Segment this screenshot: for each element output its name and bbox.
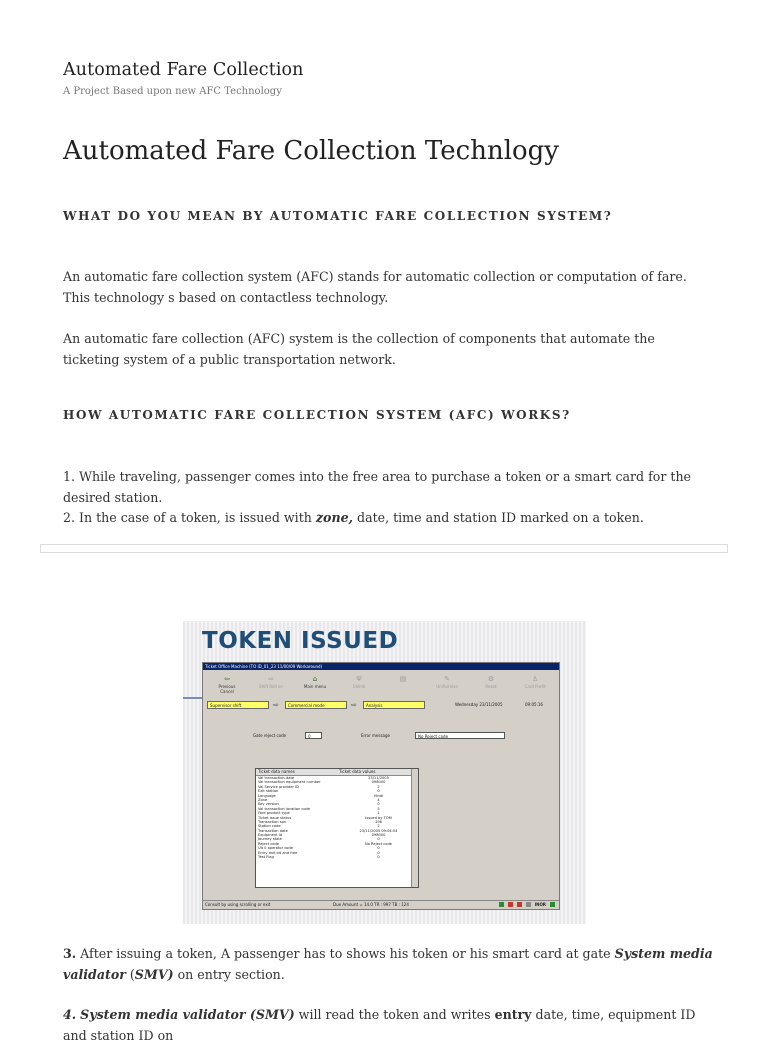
table-scrollbar[interactable]: [411, 769, 418, 887]
table-cell-value: 0: [377, 789, 380, 794]
status-fields: [207, 701, 555, 711]
table-cell-value: Issued by TOM: [365, 815, 392, 820]
table-cell-value: 2: [377, 824, 380, 829]
arrow-right-icon: ⇨: [351, 701, 357, 709]
table-cell-value: 4: [377, 797, 380, 802]
step-1-text: 1. While traveling, passenger comes into the free area to purchase a token or a smart card for the desired station.: [63, 469, 692, 505]
step-3-text: [63, 944, 713, 985]
table-cell-value: 23/11/2005: [368, 776, 389, 780]
table-row[interactable]: [256, 855, 418, 859]
table-cell-name: Transaction spn: [258, 819, 287, 824]
step-4-number: 4.: [63, 1007, 77, 1022]
step-4-after: date, time, equipment ID and station ID on: [63, 1007, 696, 1043]
toolbar-button-label: Previous Cancel: [218, 684, 236, 694]
window-title-bar: Ticket Office Machine (TO ID_01_23 11/00/09 Workaround): [203, 663, 559, 670]
table-cell-value: 0: [377, 850, 380, 855]
step-4-smv-emphasis: System media validator (SMV): [80, 1007, 295, 1022]
antenna-icon: Ψ: [356, 675, 362, 683]
step-3-smv-emphasis: System media validator: [63, 946, 713, 982]
arrow-left-icon: ⇦: [224, 675, 230, 683]
time-text: 09:05:16: [525, 702, 543, 707]
table-cell-name: Fare product type: [258, 811, 290, 816]
error-message-value: No Reject code: [415, 732, 505, 739]
red-status-icon: [508, 902, 513, 907]
step-3-after: on entry section.: [173, 966, 285, 982]
page-title: Automated Fare Collection Technlogy: [63, 136, 559, 166]
token-issued-screenshot: [183, 621, 586, 924]
window-status-bar: [203, 900, 559, 909]
table-cell-value: 098000: [371, 833, 386, 838]
table-cell-name: Key version: [258, 802, 279, 807]
screenshot-left-marker: [183, 697, 203, 699]
table-cell-value: 1: [377, 811, 380, 816]
table-cell-value: No Reject code: [365, 841, 392, 846]
table-header: [256, 769, 418, 776]
status-amount-text: Due Amount = 14.0 TR : 997 TB : 124: [333, 902, 409, 907]
mode-field: Commercial mode: [285, 701, 347, 709]
red-status-icon: [517, 902, 522, 907]
table-cell-name: Val transaction location code: [258, 806, 311, 811]
step-2-before: 2. In the case of a token, is issued with: [63, 510, 316, 525]
step-2-after: date, time and station ID marked on a token.: [353, 510, 644, 525]
green-status-icon: [499, 902, 504, 907]
table-cell-name: Transaction date: [258, 828, 288, 833]
status-left-text: Consult by using scrolling or exit: [205, 902, 271, 907]
toolbar-button-3[interactable]: [344, 675, 374, 697]
analysis-field: Analysis: [363, 701, 425, 709]
step-2-zone-emphasis: zone,: [315, 510, 353, 525]
step-3-mid: (: [125, 966, 135, 982]
step-3-number: 3.: [63, 946, 77, 961]
section-heading-what-is-afc: WHAT DO YOU MEAN BY AUTOMATIC FARE COLLECTION SYSTEM?: [63, 209, 613, 223]
toolbar-button-5[interactable]: [432, 675, 462, 697]
table-cell-value: 196: [375, 819, 382, 824]
table-header-names: Ticket data names: [258, 769, 295, 774]
error-message-label: Error message: [361, 733, 390, 738]
home-icon: ⌂: [312, 675, 318, 683]
ticket-data-table: [255, 768, 419, 888]
gate-reject-value: 0: [305, 732, 322, 739]
paragraph-afc-system: An automatic fare collection (AFC) system is the collection of components that automate the ticketing system of a public transportation network.: [63, 331, 655, 367]
screenshot-title: TOKEN ISSUED: [202, 628, 399, 654]
step-4-before: will read the token and writes: [294, 1007, 495, 1022]
table-cell-value: 5: [377, 806, 380, 811]
table-cell-name: Test Flag: [258, 855, 274, 860]
status-icons: [499, 902, 555, 907]
ticket-office-window: [202, 662, 560, 910]
table-body: [256, 776, 418, 859]
content-divider: [40, 544, 728, 553]
table-cell-name: Zone: [258, 797, 268, 802]
table-cell-value: 2: [377, 784, 380, 789]
toolbar-button-label: Uniformise: [436, 684, 458, 689]
table-cell-name: Ticket issue status: [258, 815, 292, 820]
table-cell-name: Reject code: [258, 841, 279, 846]
arrow-right-icon: ⇨: [268, 675, 274, 683]
toolbar-button-label: Unlink: [352, 684, 366, 689]
paragraph-afc-definition: An automatic fare collection system (AFC) stands for automatic collection or computation of fare. This technology s based on contactless technology.: [63, 269, 687, 305]
table-cell-name: Language: [258, 793, 276, 798]
table-cell-value: 23/11/2005 09:04:54: [359, 828, 398, 833]
table-cell-name: Ult 0 operator code: [258, 846, 293, 851]
toolbar-button-0[interactable]: [212, 675, 242, 697]
step-3-smv-abbr: SMV): [134, 966, 174, 982]
toolbar-button-label: Shift Roll on: [259, 684, 283, 689]
toolbar-button-label: Reset: [485, 684, 497, 689]
step-4-entry-emphasis: entry: [494, 1007, 532, 1022]
grid-status-icon: [526, 902, 531, 907]
table-cell-name: Val transaction equipment number: [258, 780, 321, 785]
table-cell-value: 098000: [371, 780, 386, 785]
step-4-text: [63, 1005, 713, 1046]
pen-icon: ✎: [444, 675, 450, 683]
section-heading-how-afc-works: HOW AUTOMATIC FARE COLLECTION SYSTEM (AFC) WORKS?: [63, 408, 571, 422]
toolbar-button-2[interactable]: [300, 675, 330, 697]
brand-label: INOR: [534, 902, 546, 907]
site-title[interactable]: Automated Fare Collection: [63, 60, 304, 80]
table-cell-name: Exit station: [258, 789, 279, 794]
step-2-text: [63, 508, 713, 529]
table-header-values: Ticket data values: [339, 769, 376, 774]
toolbar-button-4[interactable]: [388, 675, 418, 697]
arrow-right-icon: ⇨: [273, 701, 279, 709]
table-cell-name: Journey state: [258, 837, 282, 842]
table-cell-name: Equipment Id: [258, 833, 282, 838]
window-toolbar: [205, 675, 557, 697]
toolbar-button-7[interactable]: [520, 675, 550, 697]
person-icon: ♙: [531, 675, 539, 683]
table-cell-name: Val transaction date: [258, 776, 295, 780]
operator-field: Supervisor shift: [207, 701, 269, 709]
toolbar-button-6[interactable]: [476, 675, 506, 697]
site-tagline: A Project Based upon new AFC Technology: [63, 86, 282, 97]
table-cell-name: Entry exit bit and free: [258, 850, 298, 855]
date-text: Wednesday 23/11/2005: [455, 702, 503, 707]
table-cell-value: 0: [377, 802, 380, 807]
table-cell-value: Hindi: [373, 793, 384, 798]
gate-reject-label: Gate reject code: [253, 733, 287, 738]
table-cell-name: Station code: [258, 824, 281, 829]
toolbar-button-1[interactable]: [256, 675, 286, 697]
sheet-icon: ▤: [399, 675, 407, 683]
table-cell-name: Val Service provider ID: [258, 784, 299, 789]
table-cell-value: 0: [377, 846, 380, 851]
toolbar-button-label: Main menu: [303, 684, 327, 689]
table-cell-value: 0: [377, 837, 380, 842]
gear-icon: ⚙: [487, 675, 495, 683]
table-cell-value: 0: [377, 855, 380, 860]
green-status-icon: [550, 902, 555, 907]
toolbar-button-label: Card Profit: [524, 684, 546, 689]
step-3-before: After issuing a token, A passenger has to shows his token or his smart card at gate: [76, 946, 615, 961]
